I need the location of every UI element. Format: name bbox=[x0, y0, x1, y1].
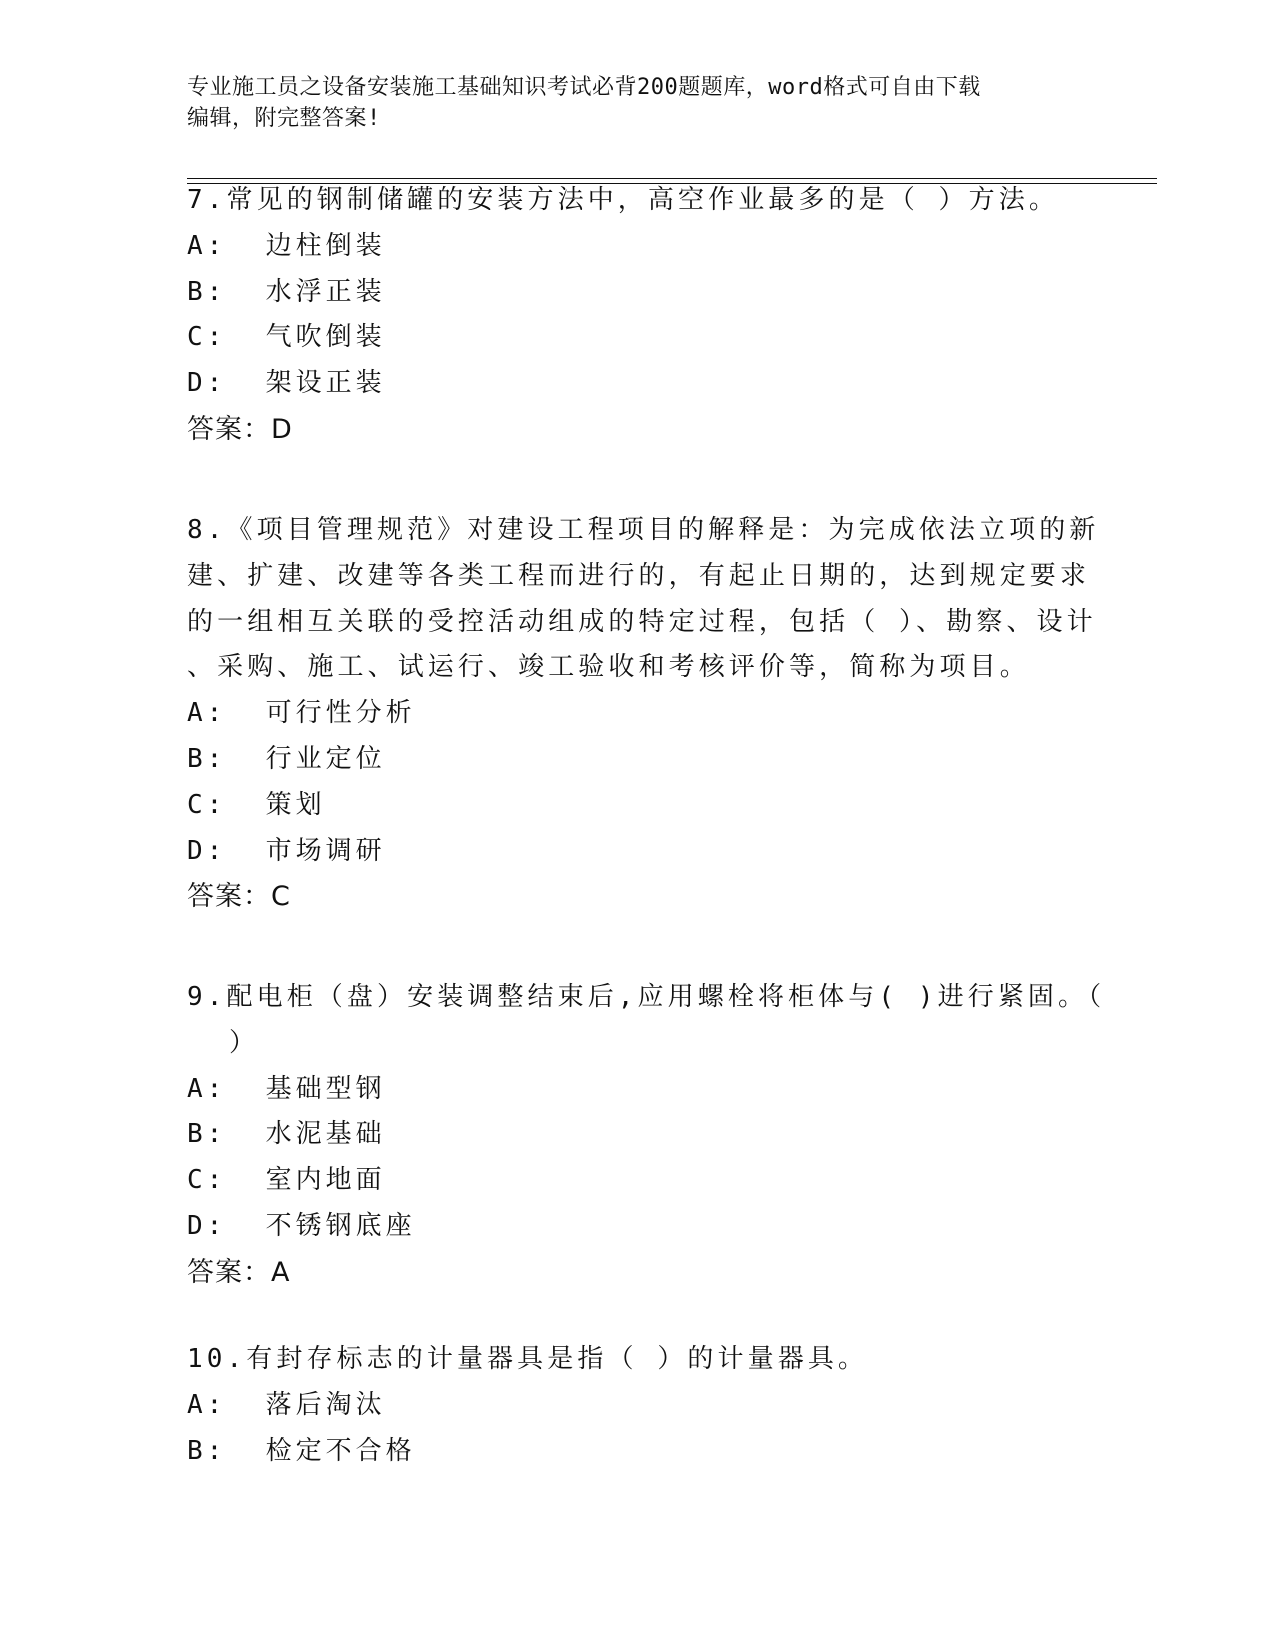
option-a: A: 落后淘汰 bbox=[187, 1389, 386, 1420]
header-title-line-2: 编辑，附完整答案! bbox=[187, 106, 381, 131]
option-d: D: 市场调研 bbox=[187, 835, 386, 866]
question-stem bbox=[187, 178, 1087, 224]
option-c: C: 策划 bbox=[187, 789, 326, 820]
question-stem bbox=[187, 1337, 1087, 1383]
option-c: C: 室内地面 bbox=[187, 1165, 386, 1196]
option-b: B: 检定不合格 bbox=[187, 1435, 416, 1466]
option-c: C: 气吹倒装 bbox=[187, 322, 386, 353]
stem-line: 的一组相互关联的受控活动组成的特定过程，包括（ ）、勘察、设计 bbox=[187, 606, 1097, 637]
option-d: D: 架设正装 bbox=[187, 368, 386, 399]
stem-line: ） bbox=[229, 1027, 260, 1058]
answer-line: 答案：C bbox=[187, 881, 291, 913]
answer-line: 答案：D bbox=[187, 413, 293, 445]
document-header bbox=[187, 72, 1087, 134]
question-7 bbox=[187, 178, 1087, 453]
stem-line: 9.配电柜（盘）安装调整结束后,应用螺栓将柜体与( )进行紧固。（ bbox=[187, 982, 1106, 1012]
stem-line: 7.常见的钢制储罐的安装方法中，高空作业最多的是（ ）方法。 bbox=[187, 185, 1059, 215]
header-title-line-1: 专业施工员之设备安装施工基础知识考试必背200题题库，word格式可自由下载 bbox=[187, 75, 981, 100]
stem-line: 、采购、施工、试运行、竣工验收和考核评价等，简称为项目。 bbox=[187, 652, 1030, 683]
option-d: D: 不锈钢底座 bbox=[187, 1210, 416, 1241]
question-10 bbox=[187, 1337, 1087, 1474]
option-a: A: 基础型钢 bbox=[187, 1073, 386, 1104]
question-stem bbox=[187, 975, 1106, 1067]
option-a: A: 边柱倒装 bbox=[187, 230, 386, 261]
question-stem bbox=[187, 508, 1100, 691]
stem-line: 10.有封存标志的计量器具是指（ ）的计量器具。 bbox=[187, 1344, 869, 1374]
answer-line: 答案：A bbox=[187, 1256, 291, 1288]
option-b: B: 行业定位 bbox=[187, 743, 386, 774]
option-b: B: 水浮正装 bbox=[187, 276, 386, 307]
question-8 bbox=[187, 508, 1100, 920]
question-9 bbox=[187, 975, 1106, 1296]
stem-line: 8.《项目管理规范》对建设工程项目的解释是：为完成依法立项的新 bbox=[187, 515, 1100, 545]
stem-line: 建、扩建、改建等各类工程而进行的，有起止日期的，达到规定要求 bbox=[187, 560, 1091, 591]
option-a: A: 可行性分析 bbox=[187, 698, 416, 729]
option-b: B: 水泥基础 bbox=[187, 1119, 386, 1150]
